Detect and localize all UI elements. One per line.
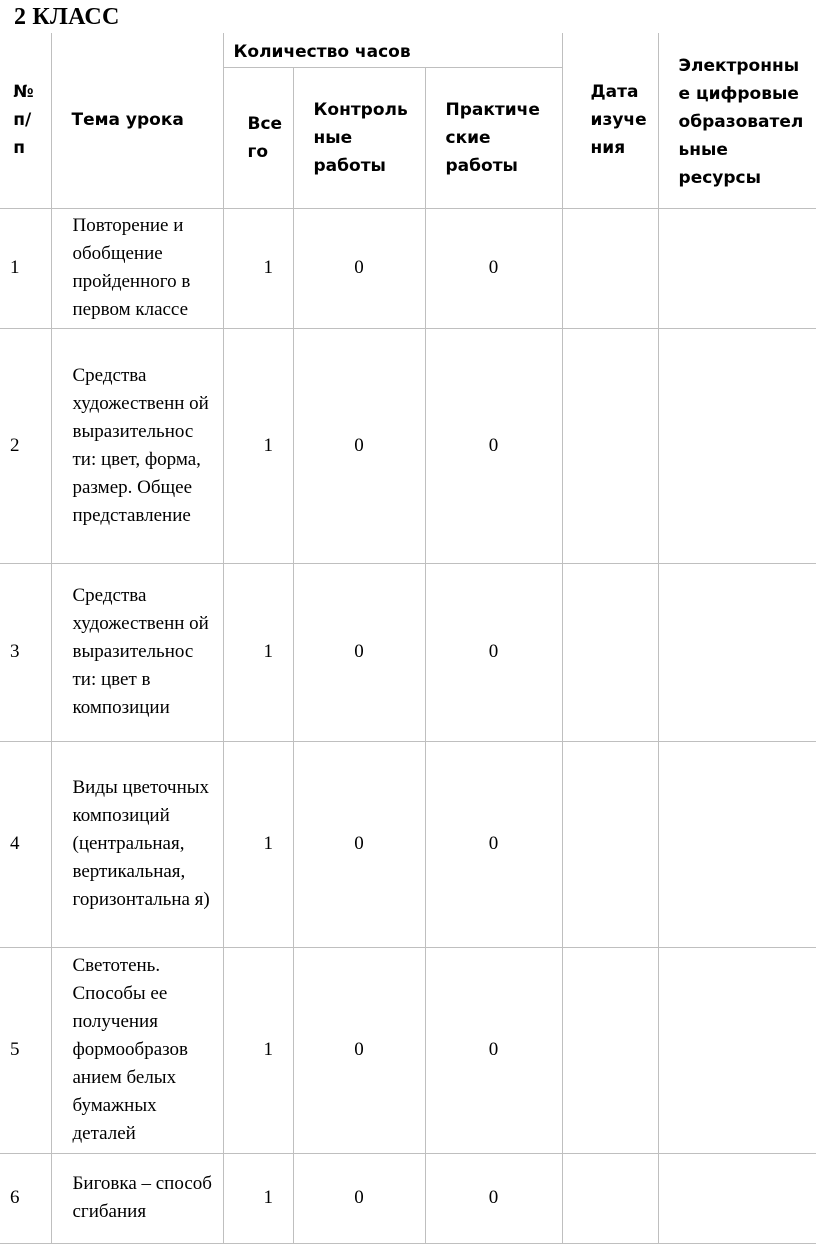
cell-date xyxy=(562,208,658,328)
cell-number: 2 xyxy=(0,328,51,563)
cell-total: 1 xyxy=(223,563,293,741)
cell-total: 1 xyxy=(223,741,293,947)
cell-resources xyxy=(658,208,816,328)
table-row xyxy=(0,208,816,328)
column-header-date: Дата изуче ния xyxy=(562,33,658,208)
column-header-control: Контроль ные работы xyxy=(293,67,425,208)
column-header-hours-group: Количество часов xyxy=(223,33,562,67)
cell-control: 0 xyxy=(293,947,425,1153)
cell-control: 0 xyxy=(293,208,425,328)
cell-total: 1 xyxy=(223,208,293,328)
cell-practical: 0 xyxy=(425,1153,562,1243)
cell-topic: Виды цветочных композиций (центральная, вертикальная, горизонтальна я) xyxy=(51,741,223,947)
column-header-practical: Практиче ские работы xyxy=(425,67,562,208)
cell-number: 3 xyxy=(0,563,51,741)
column-header-topic: Тема урока xyxy=(51,33,223,208)
cell-total: 1 xyxy=(223,947,293,1153)
cell-topic: Светотень. Способы ее получения формообразов анием белых бумажных деталей xyxy=(51,947,223,1153)
cell-date xyxy=(562,741,658,947)
cell-resources xyxy=(658,741,816,947)
cell-topic: Биговка – способ сгибания xyxy=(51,1153,223,1243)
cell-resources xyxy=(658,328,816,563)
table-row xyxy=(0,1153,816,1243)
column-header-number: № п/ п xyxy=(0,33,51,208)
table-row xyxy=(0,741,816,947)
cell-number: 6 xyxy=(0,1153,51,1243)
cell-resources xyxy=(658,1153,816,1243)
cell-control: 0 xyxy=(293,328,425,563)
cell-total: 1 xyxy=(223,1153,293,1243)
cell-practical: 0 xyxy=(425,947,562,1153)
cell-control: 0 xyxy=(293,1153,425,1243)
cell-total: 1 xyxy=(223,328,293,563)
page-heading: 2 КЛАСС xyxy=(14,4,120,30)
cell-practical: 0 xyxy=(425,208,562,328)
cell-control: 0 xyxy=(293,563,425,741)
cell-date xyxy=(562,1153,658,1243)
table-row xyxy=(0,328,816,563)
cell-number: 5 xyxy=(0,947,51,1153)
cell-topic: Средства художественн ой выразительнос ти: цвет в композиции xyxy=(51,563,223,741)
cell-number: 4 xyxy=(0,741,51,947)
table-row xyxy=(0,947,816,1153)
cell-date xyxy=(562,947,658,1153)
cell-practical: 0 xyxy=(425,563,562,741)
cell-number: 1 xyxy=(0,208,51,328)
cell-resources xyxy=(658,563,816,741)
cell-topic: Повторение и обобщение пройденного в первом классе xyxy=(51,208,223,328)
cell-resources xyxy=(658,947,816,1153)
cell-date xyxy=(562,563,658,741)
cell-topic: Средства художественн ой выразительнос ти: цвет, форма, размер. Общее представление xyxy=(51,328,223,563)
table-row xyxy=(0,563,816,741)
cell-practical: 0 xyxy=(425,741,562,947)
column-header-total: Все го xyxy=(223,67,293,208)
lesson-plan-table xyxy=(0,33,816,1244)
cell-control: 0 xyxy=(293,741,425,947)
header-row-top xyxy=(0,33,816,67)
column-header-resources: Электронны е цифровые образовател ьные ресурсы xyxy=(658,33,816,208)
cell-date xyxy=(562,328,658,563)
cell-practical: 0 xyxy=(425,328,562,563)
